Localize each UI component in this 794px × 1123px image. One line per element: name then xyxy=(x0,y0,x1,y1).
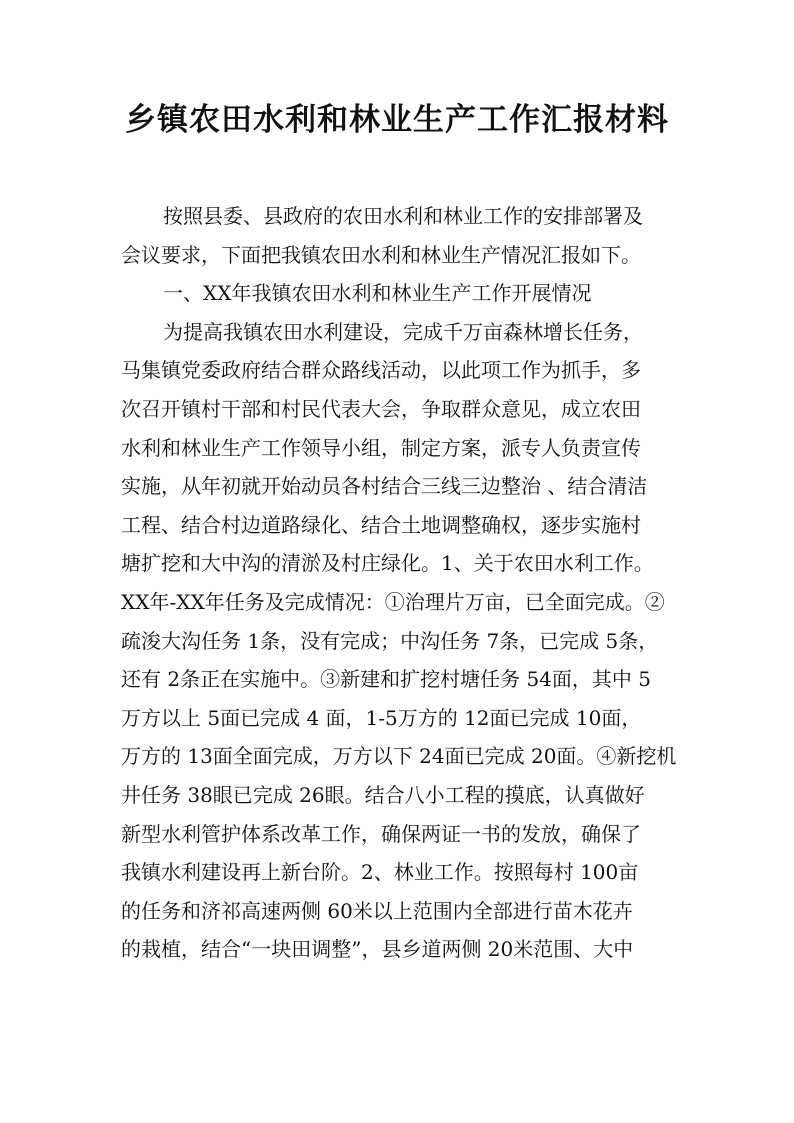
paragraph-line: 会议要求，下面把我镇农田水利和林业生产情况汇报如下。 xyxy=(121,242,641,267)
paragraph-line: 实施，从年初就开始动员各村结合三线三边整治 、结合清洁 xyxy=(121,474,648,499)
paragraph-line: 万方以上 5面已完成 4 面，1-5万方的 12面已完成 10面， xyxy=(121,705,642,730)
paragraph-line: 按照县委、县政府的农田水利和林业工作的安排部署及 xyxy=(163,204,643,228)
paragraph-line: 我镇水利建设再上新台阶。2、林业工作。按照每村 100亩 xyxy=(121,860,639,885)
paragraph-line: 次召开镇村干部和村民代表大会，争取群众意见，成立农田 xyxy=(121,396,641,421)
paragraph-line: 塘扩挖和大中沟的清淤及村庄绿化。1、关于农田水利工作。 xyxy=(121,551,654,576)
paragraph-line: 井任务 38眼已完成 26眼。结合八小工程的摸底，认真做好 xyxy=(121,782,645,807)
section-heading: 一、XX年我镇农田水利和林业生产工作开展情况 xyxy=(163,281,592,306)
paragraph-line: 为提高我镇农田水利建设，完成千万亩森林增长任务， xyxy=(163,319,643,344)
document-body xyxy=(121,197,681,969)
paragraph-line: 还有 2条正在实施中。③新建和扩挖村塘任务 54面，其中 5 xyxy=(121,667,651,692)
paragraph-line: 新型水利管护体系改革工作，确保两证一书的发放，确保了 xyxy=(121,821,641,846)
paragraph-line: 的栽植，结合“一块田调整”，县乡道两侧 20米范围、大中 xyxy=(121,937,634,962)
document-title: 乡镇农田水利和林业生产工作汇报材料 xyxy=(125,102,669,138)
paragraph-line: 万方的 13面全面完成，万方以下 24面已完成 20面。④新挖机 xyxy=(121,744,677,769)
paragraph-line: 的任务和济祁高速两侧 60米以上范围内全部进行苗木花卉 xyxy=(121,898,633,923)
paragraph-line: 疏浚大沟任务 1条，没有完成；中沟任务 7条，已完成 5条， xyxy=(121,628,659,653)
paragraph-line: 工程、结合村边道路绿化、结合土地调整确权，逐步实施村 xyxy=(121,512,641,537)
paragraph-line: 水利和林业生产工作领导小组，制定方案，派专人负责宣传 xyxy=(121,435,641,460)
paragraph-line: 马集镇党委政府结合群众路线活动，以此项工作为抓手，多 xyxy=(121,358,641,383)
paragraph-line: XX年-XX年任务及完成情况：①治理片万亩，已全面完成。② xyxy=(121,589,665,614)
